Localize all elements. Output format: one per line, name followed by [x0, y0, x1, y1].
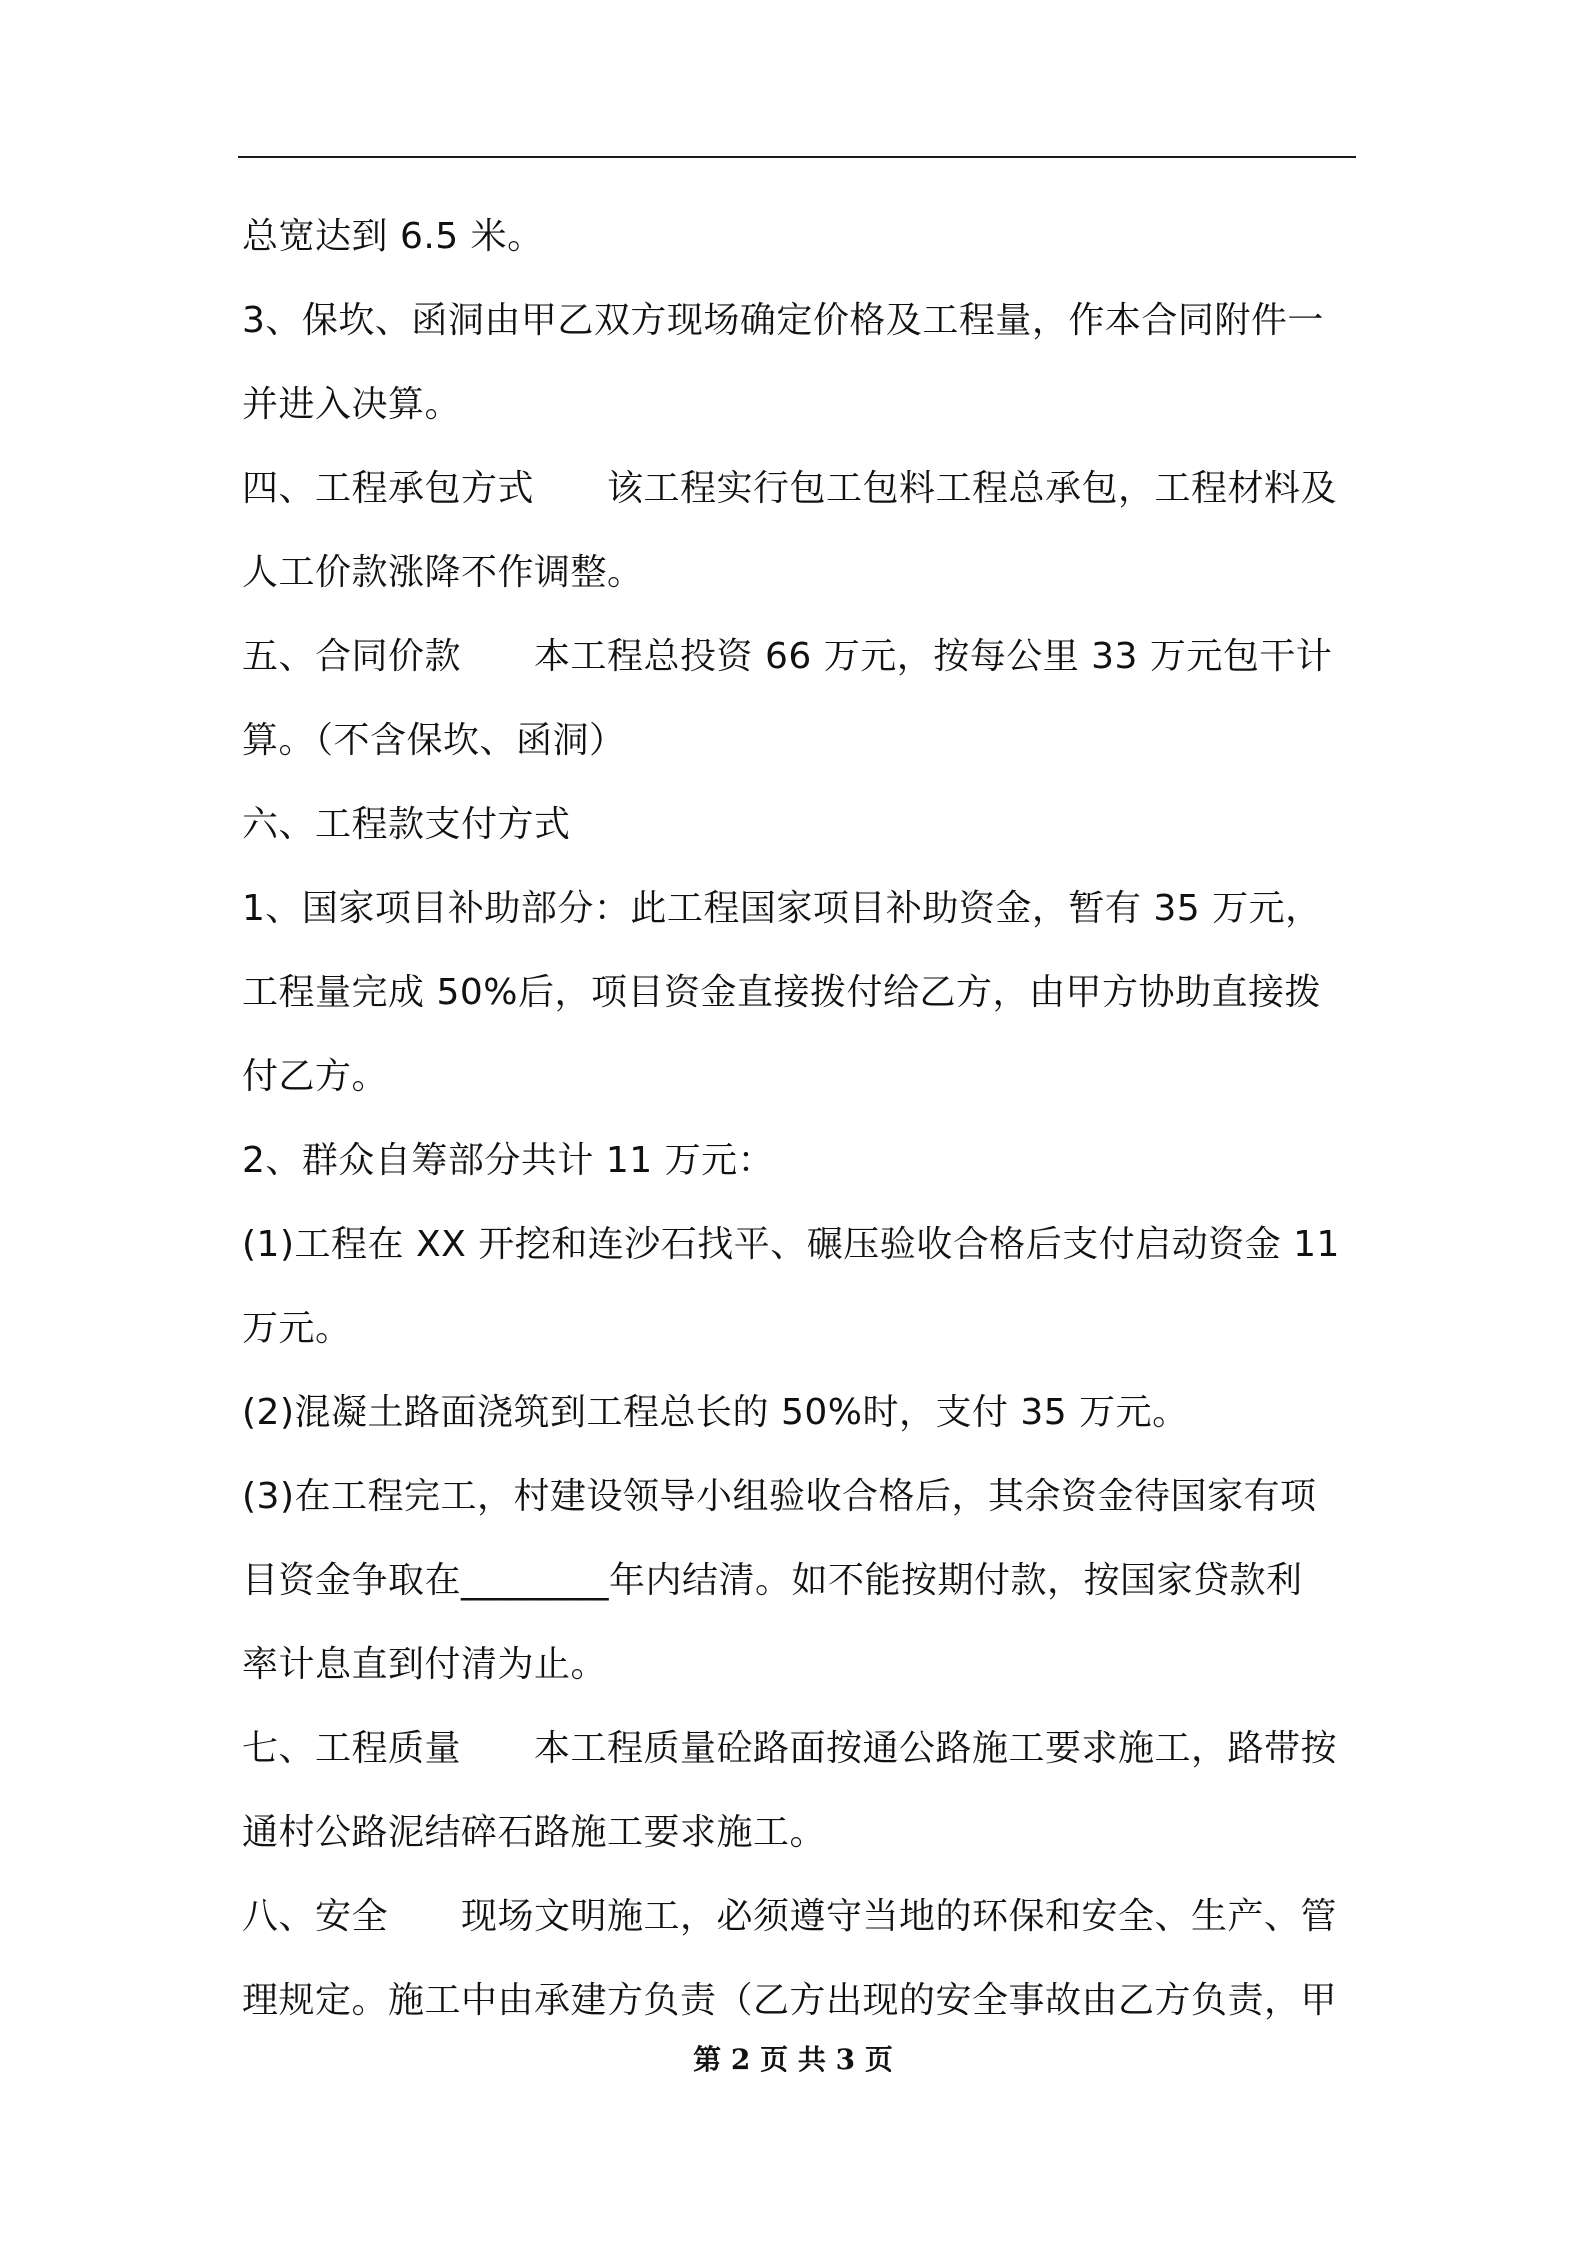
text-line: 八、安全 现场文明施工，必须遵守当地的环保和安全、生产、管 [242, 1896, 1338, 1937]
text-line: 人工价款涨降不作调整。 [242, 552, 644, 593]
section-heading: 六、工程款支付方式 [242, 804, 571, 845]
text-line: 七、工程质量 本工程质量砼路面按通公路施工要求施工，路带按 [242, 1728, 1338, 1769]
text-line: 理规定。施工中由承建方负责（乙方出现的安全事故由乙方负责，甲 [242, 1980, 1338, 2021]
text-line: 3、保坎、函洞由甲乙双方现场确定价格及工程量，作本合同附件一 [242, 300, 1324, 341]
text-line: (1)工程在 XX 开挖和连沙石找平、碾压验收合格后支付启动资金 11 [242, 1224, 1340, 1265]
text-line: (3)在工程完工，村建设领导小组验收合格后，其余资金待国家有项 [242, 1476, 1317, 1517]
text-line: 目资金争取在________年内结清。如不能按期付款，按国家贷款利 [242, 1560, 1303, 1601]
text-line: (2)混凝土路面浇筑到工程总长的 50%时，支付 35 万元。 [242, 1392, 1189, 1433]
text-line: 1、国家项目补助部分：此工程国家项目补助资金，暂有 35 万元， [242, 888, 1322, 929]
text-line: 并进入决算。 [242, 384, 462, 425]
text-line: 付乙方。 [242, 1056, 389, 1097]
text-line: 通村公路泥结碎石路施工要求施工。 [242, 1812, 827, 1853]
text-line: 五、合同价款 本工程总投资 66 万元，按每公里 33 万元包干计 [242, 636, 1333, 677]
page-number: 第 2 页 共 3 页 [693, 2043, 893, 2076]
document-body [242, 195, 1360, 2043]
text-line: 总宽达到 6.5 米。 [242, 216, 544, 257]
text-line: 万元。 [242, 1308, 352, 1349]
header-divider [238, 156, 1356, 158]
text-line: 四、工程承包方式 该工程实行包工包料工程总承包，工程材料及 [242, 468, 1338, 509]
text-line: 工程量完成 50%后，项目资金直接拨付给乙方，由甲方协助直接拨 [242, 972, 1321, 1013]
text-line: 率计息直到付清为止。 [242, 1644, 608, 1685]
text-line: 2、群众自筹部分共计 11 万元： [242, 1140, 775, 1181]
text-line: 算。（不含保坎、函洞） [242, 720, 626, 761]
